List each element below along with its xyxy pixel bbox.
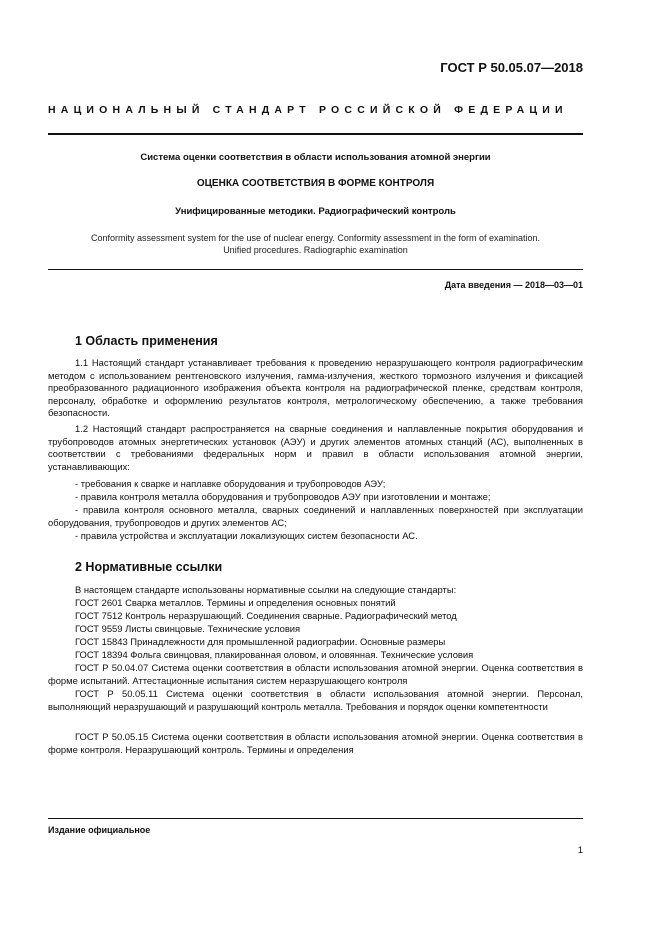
english-title-line-1: Conformity assessment system for the use of nuclear energy. Conformity assessment in the form of examination. (90, 233, 541, 243)
section-1-paragraph-2: 1.2 Настоящий стандарт распространяется на сварные соединения и наплавленные покрытия оборудования и трубопроводов атомных энергетических установок (АЭУ) и других элементов атомных станций (АС), выполненных в соответствии с требованиями федеральных норм и правил в области использования атомной энергии, устанавливающих: (48, 423, 583, 472)
english-title-line-2: Unified procedures. Radiographic examination (223, 245, 408, 255)
national-standard-banner: НАЦИОНАЛЬНЫЙ СТАНДАРТ РОССИЙСКОЙ ФЕДЕРАЦИИ (48, 104, 568, 116)
reference-item: ГОСТ 18394 Фольга свинцовая, плакированная оловом, и оловянная. Технические условия (75, 649, 474, 660)
list-item: - правила устройства и эксплуатации локализующих систем безопасности АС. (75, 530, 418, 541)
section-1-paragraph-1: 1.1 Настоящий стандарт устанавливает требования к проведению неразрушающего контроля радиографическим методом с использованием рентгеновского излучения, гамма-излучения, жесткого тормозного излучения и фиксацией преобразованного радиационного изображения объекта контроля на радиографической пленке, средствам контроля, персоналу, обработке и оформлению результатов контроля, метрологическому обеспечению, а также требования безопасности. (48, 357, 583, 419)
document-code: ГОСТ Р 50.05.07—2018 (440, 60, 583, 75)
system-title: Система оценки соответствия в области использования атомной энергии (140, 152, 491, 163)
reference-item: ГОСТ Р 50.05.11 Система оценки соответствия в области использования атомной энергии. Персонал, выполняющий неразрушающий и разрушающий контроль металла. Требования и порядок оценки компетентности (48, 688, 583, 712)
reference-item: ГОСТ 7512 Контроль неразрушающий. Соединения сварные. Радиографический метод (75, 610, 457, 621)
list-item: - правила контроля металла оборудования и трубопроводов АЭУ при изготовлении и монтаже; (75, 491, 491, 502)
title-divider (48, 269, 583, 270)
list-item: - правила контроля основного металла, сварных соединений и наплавленных поверхностей при эксплуатации оборудования, трубопроводов и других элементов АС; (48, 504, 583, 528)
reference-item: ГОСТ Р 50.05.15 Система оценки соответствия в области использования атомной энергии. Оценка соответствия в форме контроля. Неразрушающий контроль. Термины и определения (48, 731, 583, 755)
references-intro: В настоящем стандарте использованы нормативные ссылки на следующие стандарты: (75, 584, 457, 595)
subtitle: Унифицированные методики. Радиографический контроль (175, 206, 456, 217)
reference-item: ГОСТ 15843 Принадлежности для промышленной радиографии. Основные размеры (75, 636, 446, 647)
list-item: - требования к сварке и наплавке оборудования и трубопроводов АЭУ; (75, 478, 386, 489)
page-number: 1 (577, 845, 583, 856)
main-title: ОЦЕНКА СООТВЕТСТВИЯ В ФОРМЕ КОНТРОЛЯ (196, 178, 435, 189)
reference-item: ГОСТ Р 50.04.07 Система оценки соответствия в области использования атомной энергии. Оценка соответствия в форме испытаний. Аттестационные испытания систем неразрушающего контроля (48, 662, 583, 686)
section-1-heading: 1 Область применения (75, 334, 218, 348)
official-edition-label: Издание официальное (48, 825, 151, 835)
introduction-date: Дата введения — 2018—03—01 (444, 280, 583, 290)
footer-divider (48, 818, 583, 819)
reference-item: ГОСТ 9559 Листы свинцовые. Технические условия (75, 623, 301, 634)
section-2-heading: 2 Нормативные ссылки (75, 560, 223, 574)
reference-item: ГОСТ 2601 Сварка металлов. Термины и определения основных понятий (75, 597, 396, 608)
english-title (48, 232, 583, 256)
header-divider (48, 133, 583, 135)
